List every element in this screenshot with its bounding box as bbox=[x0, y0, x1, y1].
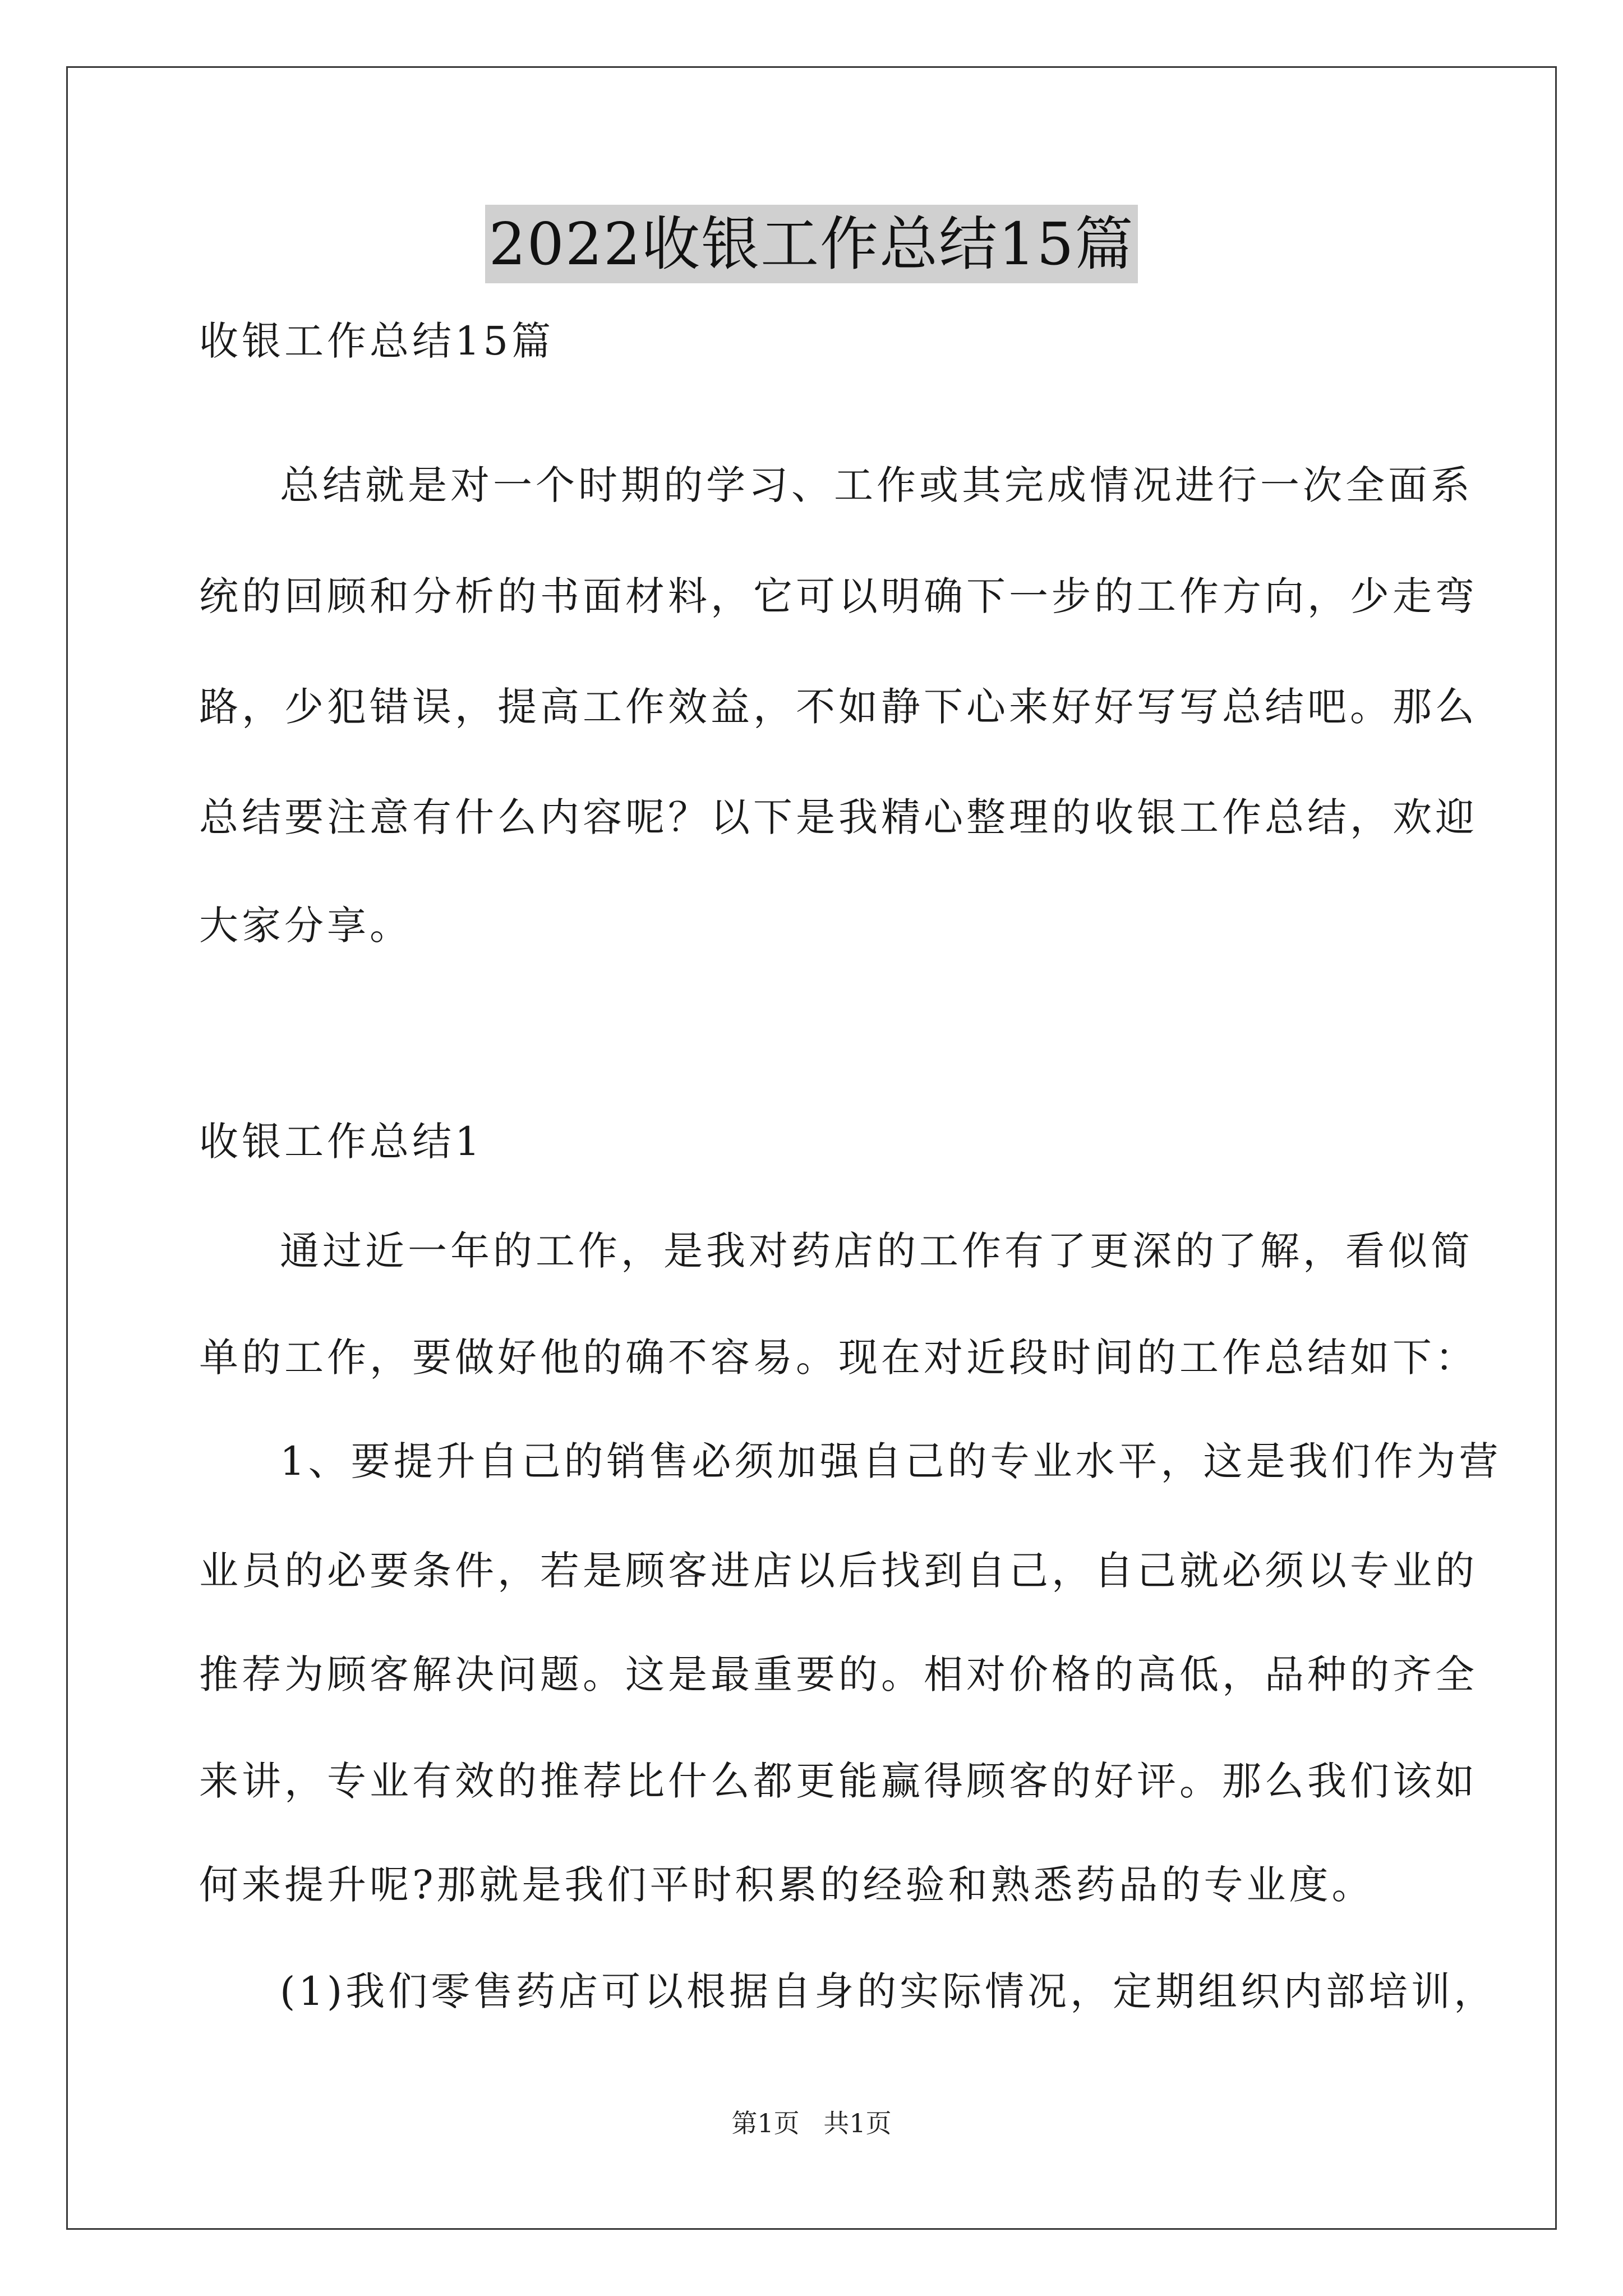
paragraph-line: 来讲，专业有效的推荐比什么都更能赢得顾客的好评。那么我们该如 bbox=[199, 1758, 1478, 1804]
document-title: 2022收银工作总结15篇 bbox=[485, 205, 1137, 283]
paragraph-line: 1、要提升自己的销售必须加强自己的专业水平，这是我们作为营 bbox=[280, 1438, 1502, 1484]
paragraph-line: 大家分享。 bbox=[199, 903, 412, 949]
paragraph-line: 统的回顾和分析的书面材料，它可以明确下一步的工作方向，少走弯 bbox=[199, 573, 1478, 619]
paragraph-line: 业员的必要条件，若是顾客进店以后找到自己，自己就必须以专业的 bbox=[199, 1548, 1478, 1594]
paragraph-line: 何来提升呢?那就是我们平时积累的经验和熟悉药品的专业度。 bbox=[199, 1862, 1375, 1908]
page-footer bbox=[0, 2106, 1623, 2140]
page-number-total: 共1页 bbox=[823, 2108, 892, 2138]
section-heading: 收银工作总结1 bbox=[199, 1119, 483, 1165]
paragraph-line: 总结要注意有什么内容呢？以下是我精心整理的收银工作总结，欢迎 bbox=[199, 794, 1478, 840]
section-heading: 收银工作总结15篇 bbox=[199, 318, 555, 364]
paragraph-line: 通过近一年的工作，是我对药店的工作有了更深的了解，看似简 bbox=[280, 1228, 1473, 1274]
title-container bbox=[0, 205, 1623, 283]
paragraph-line: 单的工作，要做好他的确不容易。现在对近段时间的工作总结如下： bbox=[199, 1335, 1478, 1381]
page-number-current: 第1页 bbox=[731, 2108, 800, 2138]
paragraph-line: 推荐为顾客解决问题。这是最重要的。相对价格的高低，品种的齐全 bbox=[199, 1651, 1478, 1697]
paragraph-line: (1)我们零售药店可以根据自身的实际情况，定期组织内部培训， bbox=[280, 1968, 1497, 2014]
paragraph-line: 路，少犯错误，提高工作效益，不如静下心来好好写写总结吧。那么 bbox=[199, 684, 1478, 730]
paragraph-line: 总结就是对一个时期的学习、工作或其完成情况进行一次全面系 bbox=[280, 462, 1473, 508]
